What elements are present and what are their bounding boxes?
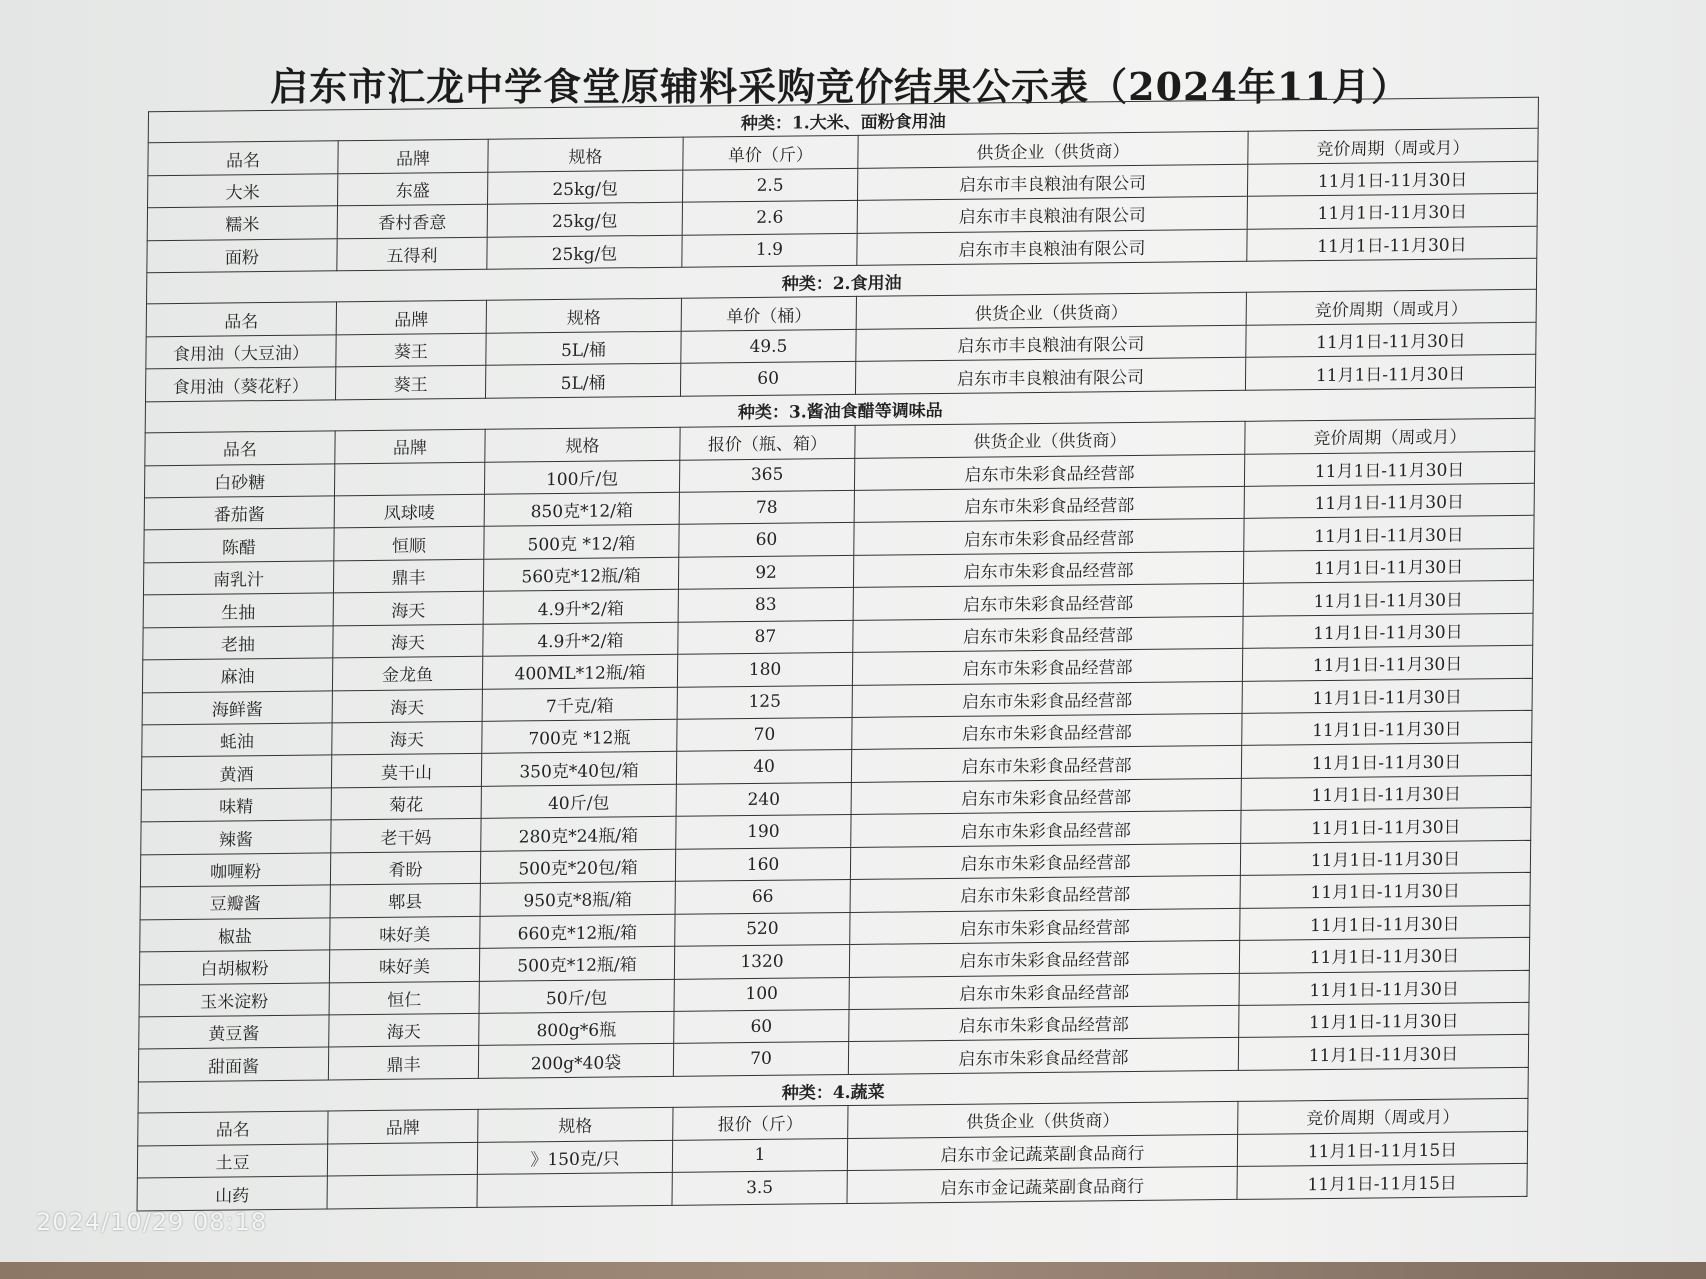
cell-price: 160	[675, 847, 850, 881]
cell-spec: 25kg/包	[488, 170, 683, 204]
cell-price: 49.5	[681, 329, 856, 363]
cell-period: 11月1日-11月30日	[1247, 161, 1537, 196]
document-title: 启东市汇龙中学食堂原辅料采购竞价结果公示表（2024年11月）	[270, 64, 1410, 109]
cell-spec: 500克*20包/箱	[480, 849, 675, 883]
cell-price: 2.6	[682, 201, 857, 235]
cell-item-name: 甜面酱	[138, 1047, 328, 1081]
cell-price: 66	[675, 880, 850, 914]
cell-item-name: 椒盐	[140, 918, 330, 952]
cell-supplier: 启东市丰良粮油有限公司	[857, 229, 1247, 266]
cell-supplier: 启东市金记蔬菜副食品商行	[847, 1166, 1237, 1203]
cell-period: 11月1日-11月30日	[1239, 970, 1529, 1005]
cell-period: 11月1日-11月30日	[1239, 937, 1529, 972]
cell-period: 11月1日-11月30日	[1244, 483, 1534, 518]
cell-supplier: 启东市朱彩食品经营部	[854, 454, 1244, 491]
cell-period: 11月1日-11月30日	[1239, 1002, 1529, 1037]
cell-brand: 海天	[332, 689, 482, 723]
cell-supplier: 启东市朱彩食品经营部	[851, 811, 1241, 848]
header-spec: 规格	[478, 1108, 673, 1142]
header-brand: 品牌	[336, 301, 486, 335]
cell-spec: 950克*8瓶/箱	[480, 882, 675, 916]
cell-price: 1.9	[682, 233, 857, 267]
header-price: 报价（斤）	[673, 1106, 848, 1140]
cell-brand: 海天	[332, 721, 482, 755]
cell-supplier: 启东市朱彩食品经营部	[850, 908, 1240, 945]
cell-spec: 》150克/只	[477, 1140, 672, 1174]
cell-brand: 恒顺	[334, 527, 484, 561]
category-label: 种类：3.酱油食醋等调味品	[145, 387, 1535, 433]
cell-price: 60	[674, 1009, 849, 1043]
cell-price: 180	[677, 653, 852, 687]
cell-item-name: 生抽	[143, 593, 333, 627]
cell-price: 190	[676, 815, 851, 849]
cell-spec: 5L/桶	[486, 331, 681, 365]
cell-period: 11月1日-11月30日	[1244, 451, 1534, 486]
cell-item-name: 味精	[141, 788, 331, 822]
cell-brand: 鼎丰	[328, 1046, 478, 1080]
cell-price: 520	[675, 912, 850, 946]
cell-period: 11月1日-11月30日	[1242, 710, 1532, 745]
cell-price: 240	[676, 782, 851, 816]
cell-item-name: 食用油（葵花籽）	[145, 367, 335, 401]
header-spec: 规格	[488, 138, 683, 172]
cell-supplier: 启东市朱彩食品经营部	[851, 778, 1241, 815]
cell-item-name: 海鲜酱	[142, 690, 332, 724]
desk-edge	[0, 1262, 1706, 1279]
header-spec: 规格	[485, 427, 680, 461]
cell-supplier: 启东市朱彩食品经营部	[850, 843, 1240, 880]
cell-spec: 700克 *12瓶	[482, 719, 677, 753]
cell-brand: 菊花	[331, 786, 481, 820]
header-supplier: 供货企业（供货商）	[848, 1102, 1238, 1139]
category-label: 种类：1.大米、面粉食用油	[148, 97, 1538, 143]
cell-period: 11月1日-11月30日	[1243, 548, 1533, 583]
category-label: 种类：4.蔬菜	[138, 1067, 1528, 1113]
cell-item-name: 咖喱粉	[140, 853, 330, 887]
cell-brand: 东盛	[338, 172, 488, 206]
cell-brand: 味好美	[330, 916, 480, 950]
header-item-name: 品名	[146, 302, 336, 336]
cell-supplier: 启东市丰良粮油有限公司	[856, 325, 1246, 362]
cell-price: 1	[672, 1138, 847, 1172]
header-supplier: 供货企业（供货商）	[856, 293, 1246, 330]
header-item-name: 品名	[138, 1111, 328, 1145]
header-price: 报价（瓶、箱）	[680, 425, 855, 459]
cell-item-name: 陈醋	[144, 528, 334, 562]
cell-brand	[327, 1142, 477, 1176]
cell-supplier: 启东市朱彩食品经营部	[849, 940, 1239, 977]
cell-spec: 560克*12瓶/箱	[483, 557, 678, 591]
cell-brand: 肴盼	[330, 851, 480, 885]
cell-item-name: 大米	[148, 174, 338, 208]
cell-brand: 金龙鱼	[332, 656, 482, 690]
cell-period: 11月1日-11月30日	[1247, 193, 1537, 228]
cell-brand: 鼎丰	[333, 559, 483, 593]
cell-period: 11月1日-11月30日	[1247, 226, 1537, 261]
cell-brand: 香村香意	[337, 204, 487, 238]
cell-item-name: 白砂糖	[144, 463, 334, 497]
cell-period: 11月1日-11月30日	[1242, 645, 1532, 680]
cell-item-name: 糯米	[147, 206, 337, 240]
cell-brand: 凤球唛	[334, 494, 484, 528]
cell-price: 1320	[674, 945, 849, 979]
cell-spec: 50斤/包	[479, 979, 674, 1013]
cell-spec: 100斤/包	[484, 460, 679, 494]
cell-item-name: 麻油	[142, 658, 332, 692]
category-label: 种类：2.食用油	[147, 258, 1537, 304]
header-supplier: 供货企业（供货商）	[855, 421, 1245, 458]
cell-spec: 500克 *12/箱	[484, 525, 679, 559]
cell-price: 125	[677, 685, 852, 719]
cell-supplier: 启东市朱彩食品经营部	[853, 551, 1243, 588]
cell-period: 11月1日-11月30日	[1243, 581, 1533, 616]
header-brand: 品牌	[328, 1110, 478, 1144]
cell-supplier: 启东市朱彩食品经营部	[848, 1038, 1238, 1075]
cell-item-name: 白胡椒粉	[139, 950, 329, 984]
cell-price: 70	[673, 1042, 848, 1076]
header-price: 单价（斤）	[683, 136, 858, 170]
cell-brand: 莫干山	[331, 754, 481, 788]
cell-supplier: 启东市朱彩食品经营部	[854, 519, 1244, 556]
cell-brand: 海天	[333, 592, 483, 626]
cell-item-name: 番茄酱	[144, 496, 334, 530]
cell-period: 11月1日-11月30日	[1240, 840, 1530, 875]
header-brand: 品牌	[338, 140, 488, 174]
cell-supplier: 启东市朱彩食品经营部	[853, 584, 1243, 621]
cell-item-name: 辣酱	[141, 820, 331, 854]
cell-brand: 海天	[333, 624, 483, 658]
cell-spec: 7千克/箱	[482, 687, 677, 721]
cell-supplier: 启东市朱彩食品经营部	[849, 973, 1239, 1010]
cell-spec	[477, 1172, 672, 1207]
cell-brand: 五得利	[337, 237, 487, 271]
cell-item-name: 食用油（大豆油）	[146, 335, 336, 369]
cell-brand: 老干妈	[331, 819, 481, 853]
header-period: 竞价周期（周或月）	[1246, 290, 1536, 325]
cell-item-name: 老抽	[143, 626, 333, 660]
cell-spec: 280克*24瓶/箱	[481, 817, 676, 851]
cell-supplier: 启东市丰良粮油有限公司	[857, 164, 1247, 201]
cell-period: 11月1日-11月30日	[1241, 743, 1531, 778]
cell-spec: 400ML*12瓶/箱	[482, 654, 677, 688]
cell-period: 11月1日-11月30日	[1240, 873, 1530, 908]
cell-price: 87	[678, 620, 853, 654]
cell-spec: 4.9升*2/箱	[483, 590, 678, 624]
cell-price: 70	[677, 717, 852, 751]
cell-item-name: 蚝油	[142, 723, 332, 757]
cell-price: 92	[678, 555, 853, 589]
cell-supplier: 启东市朱彩食品经营部	[854, 486, 1244, 523]
cell-period: 11月1日-11月30日	[1241, 808, 1531, 843]
cell-item-name: 黄酒	[141, 755, 331, 789]
cell-supplier: 启东市朱彩食品经营部	[849, 1005, 1239, 1042]
cell-spec: 4.9升*2/箱	[483, 622, 678, 656]
header-period: 竞价周期（周或月）	[1248, 129, 1538, 164]
cell-price: 365	[679, 458, 854, 492]
cell-spec: 5L/桶	[485, 364, 680, 398]
cell-brand: 葵王	[336, 333, 486, 367]
cell-item-name: 黄豆酱	[139, 1015, 329, 1049]
cell-brand	[327, 1174, 477, 1209]
header-period: 竞价周期（周或月）	[1245, 418, 1535, 453]
cell-period: 11月1日-11月30日	[1244, 516, 1534, 551]
header-item-name: 品名	[145, 431, 335, 465]
cell-spec: 800g*6瓶	[479, 1011, 674, 1045]
cell-item-name: 玉米淀粉	[139, 982, 329, 1016]
cell-spec: 500克*12瓶/箱	[479, 946, 674, 980]
cell-spec: 350克*40包/箱	[481, 752, 676, 786]
cell-supplier: 启东市丰良粮油有限公司	[855, 358, 1245, 395]
cell-period: 11月1日-11月15日	[1237, 1163, 1527, 1199]
cell-brand: 海天	[329, 1013, 479, 1047]
cell-price: 60	[680, 362, 855, 396]
cell-spec: 850克*12/箱	[484, 492, 679, 526]
cell-price: 100	[674, 977, 849, 1011]
cell-supplier: 启东市金记蔬菜副食品商行	[847, 1134, 1237, 1171]
cell-supplier: 启东市丰良粮油有限公司	[857, 196, 1247, 233]
cell-supplier: 启东市朱彩食品经营部	[852, 681, 1242, 718]
price-table	[137, 97, 1540, 1212]
cell-brand: 葵王	[335, 366, 485, 400]
cell-item-name: 豆瓣酱	[140, 885, 330, 919]
cell-price: 40	[676, 750, 851, 784]
cell-spec: 660克*12瓶/箱	[480, 914, 675, 948]
cell-supplier: 启东市朱彩食品经营部	[852, 713, 1242, 750]
cell-price: 2.5	[682, 168, 857, 202]
cell-supplier: 启东市朱彩食品经营部	[850, 876, 1240, 913]
cell-spec: 25kg/包	[487, 235, 682, 269]
cell-period: 11月1日-11月30日	[1240, 905, 1530, 940]
cell-brand: 郫县	[330, 884, 480, 918]
cell-price: 83	[678, 588, 853, 622]
cell-supplier: 启东市朱彩食品经营部	[851, 746, 1241, 783]
header-period: 竞价周期（周或月）	[1238, 1099, 1528, 1134]
cell-price: 78	[679, 490, 854, 524]
cell-price: 3.5	[672, 1171, 847, 1206]
cell-price: 60	[679, 523, 854, 557]
header-price: 单价（桶）	[681, 297, 856, 331]
cell-period: 11月1日-11月30日	[1241, 775, 1531, 810]
cell-item-name: 面粉	[147, 238, 337, 272]
cell-item-name: 土豆	[137, 1144, 327, 1178]
cell-supplier: 启东市朱彩食品经营部	[853, 616, 1243, 653]
cell-period: 11月1日-11月15日	[1237, 1131, 1527, 1166]
header-spec: 规格	[486, 299, 681, 333]
cell-spec: 25kg/包	[487, 202, 682, 236]
cell-period: 11月1日-11月30日	[1245, 355, 1535, 390]
cell-period: 11月1日-11月30日	[1238, 1035, 1528, 1070]
cell-brand: 恒仁	[329, 981, 479, 1015]
cell-spec: 40斤/包	[481, 784, 676, 818]
cell-item-name: 山药	[137, 1176, 327, 1211]
cell-brand: 味好美	[329, 948, 479, 982]
header-item-name: 品名	[148, 141, 338, 175]
cell-supplier: 启东市朱彩食品经营部	[852, 649, 1242, 686]
cell-period: 11月1日-11月30日	[1242, 678, 1532, 713]
cell-period: 11月1日-11月30日	[1243, 613, 1533, 648]
price-table-body	[137, 97, 1538, 1211]
header-brand: 品牌	[335, 429, 485, 463]
cell-spec: 200g*40袋	[478, 1044, 673, 1078]
cell-item-name: 南乳汁	[143, 561, 333, 595]
header-supplier: 供货企业（供货商）	[858, 132, 1248, 169]
cell-period: 11月1日-11月30日	[1246, 322, 1536, 357]
photo-timestamp: 2024/10/29 08:18	[36, 1208, 268, 1236]
cell-brand	[334, 462, 484, 496]
